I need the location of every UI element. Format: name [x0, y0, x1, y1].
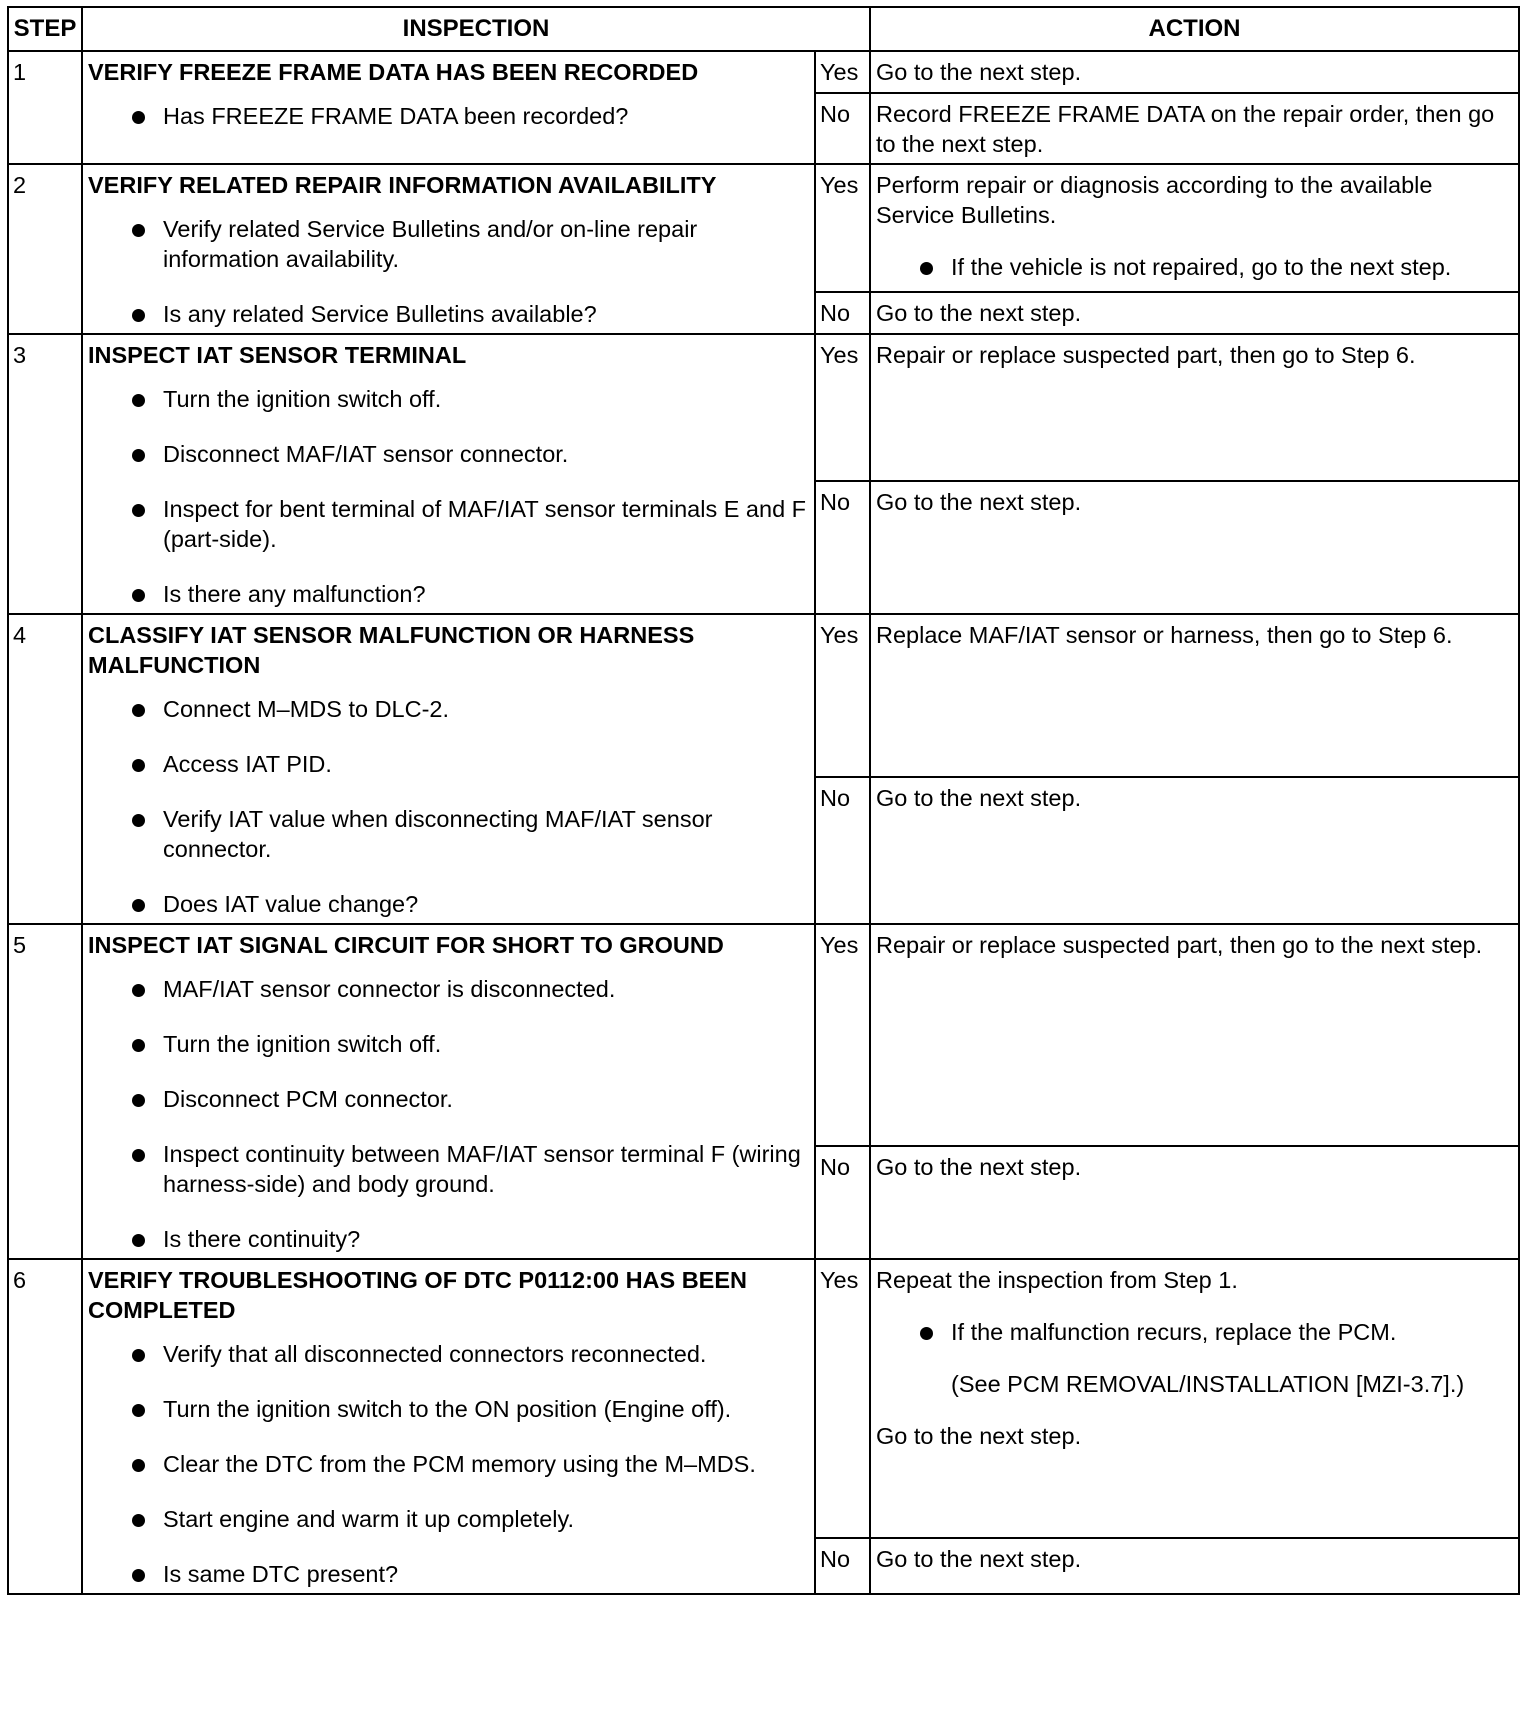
step-4-yes-row: [8, 614, 1519, 777]
inspection-item: Is same DTC present?: [88, 1559, 809, 1589]
no-action: Go to the next step.: [870, 1538, 1519, 1594]
header-inspection: INSPECTION: [82, 7, 870, 51]
inspection-item: Clear the DTC from the PCM memory using the M–MDS.: [88, 1449, 809, 1479]
inspection-item: Start engine and warm it up completely.: [88, 1504, 809, 1534]
inspection-list: [88, 101, 809, 131]
step-number: 3: [8, 334, 82, 614]
step-number: 6: [8, 1259, 82, 1594]
inspection-list: [88, 694, 809, 919]
step-title: CLASSIFY IAT SENSOR MALFUNCTION OR HARNESS MALFUNCTION: [88, 622, 695, 678]
header-step: STEP: [8, 7, 82, 51]
yes-action: Go to the next step.: [870, 51, 1519, 93]
step-number: 5: [8, 924, 82, 1259]
no-action: Go to the next step.: [870, 1146, 1519, 1259]
step-number: 2: [8, 164, 82, 334]
inspection-list: [88, 214, 809, 329]
yes-action: Replace MAF/IAT sensor or harness, then go to Step 6.: [870, 614, 1519, 777]
no-label: No: [815, 1538, 870, 1594]
inspection-list: [88, 974, 809, 1254]
inspection-item: Is any related Service Bulletins available?: [88, 299, 809, 329]
action-list: [876, 1317, 1513, 1347]
inspection-item: Connect M–MDS to DLC-2.: [88, 694, 809, 724]
inspection-item: Inspect continuity between MAF/IAT sensor terminal F (wiring harness-side) and body ground.: [88, 1139, 809, 1199]
action-item: If the malfunction recurs, replace the PCM.: [876, 1317, 1513, 1347]
step-inspection: [82, 924, 815, 1259]
inspection-item: Verify IAT value when disconnecting MAF/IAT sensor connector.: [88, 804, 809, 864]
yes-action: [870, 1259, 1519, 1538]
no-action: Record FREEZE FRAME DATA on the repair order, then go to the next step.: [870, 93, 1519, 164]
step-title: INSPECT IAT SENSOR TERMINAL: [88, 342, 467, 368]
inspection-item: Turn the ignition switch off.: [88, 384, 809, 414]
step-inspection: [82, 614, 815, 924]
step-number: 1: [8, 51, 82, 164]
action-note: (See PCM REMOVAL/INSTALLATION [MZI-3.7].): [951, 1371, 1465, 1397]
step-number: 4: [8, 614, 82, 924]
step-3-yes-row: [8, 334, 1519, 481]
diagnostic-table: [7, 6, 1520, 1595]
yes-action: [870, 164, 1519, 292]
inspection-item: Verify related Service Bulletins and/or on-line repair information availability.: [88, 214, 809, 274]
inspection-list: [88, 1339, 809, 1589]
no-action: Go to the next step.: [870, 292, 1519, 334]
no-label: No: [815, 777, 870, 924]
inspection-item: Does IAT value change?: [88, 889, 809, 919]
inspection-item: Turn the ignition switch to the ON position (Engine off).: [88, 1394, 809, 1424]
yes-action-text: Repeat the inspection from Step 1.: [876, 1267, 1238, 1293]
inspection-item: Disconnect MAF/IAT sensor connector.: [88, 439, 809, 469]
yes-label: Yes: [815, 1259, 870, 1538]
yes-label: Yes: [815, 614, 870, 777]
no-action: Go to the next step.: [870, 777, 1519, 924]
no-label: No: [815, 93, 870, 164]
inspection-item: Verify that all disconnected connectors reconnected.: [88, 1339, 809, 1369]
step-inspection: [82, 51, 815, 164]
inspection-item: Turn the ignition switch off.: [88, 1029, 809, 1059]
inspection-list: [88, 384, 809, 609]
inspection-item: MAF/IAT sensor connector is disconnected.: [88, 974, 809, 1004]
action-list: [876, 252, 1513, 282]
step-inspection: [82, 1259, 815, 1594]
inspection-item: Is there continuity?: [88, 1224, 809, 1254]
yes-label: Yes: [815, 334, 870, 481]
action-item: If the vehicle is not repaired, go to the next step.: [876, 252, 1513, 282]
inspection-item: Access IAT PID.: [88, 749, 809, 779]
yes-label: Yes: [815, 924, 870, 1146]
step-5-yes-row: [8, 924, 1519, 1146]
action-followup: Go to the next step.: [876, 1423, 1082, 1449]
inspection-item: Has FREEZE FRAME DATA been recorded?: [88, 101, 809, 131]
step-title: VERIFY FREEZE FRAME DATA HAS BEEN RECORDED: [88, 59, 699, 85]
header-row: [8, 7, 1519, 51]
no-action: Go to the next step.: [870, 481, 1519, 614]
step-6-yes-row: [8, 1259, 1519, 1538]
step-title: VERIFY TROUBLESHOOTING OF DTC P0112:00 HAS BEEN COMPLETED: [88, 1267, 747, 1323]
header-action: ACTION: [870, 7, 1519, 51]
step-title: INSPECT IAT SIGNAL CIRCUIT FOR SHORT TO GROUND: [88, 932, 724, 958]
yes-label: Yes: [815, 164, 870, 292]
step-title: VERIFY RELATED REPAIR INFORMATION AVAILABILITY: [88, 172, 717, 198]
step-1-yes-row: [8, 51, 1519, 93]
inspection-item: Inspect for bent terminal of MAF/IAT sensor terminals E and F (part-side).: [88, 494, 809, 554]
inspection-item: Is there any malfunction?: [88, 579, 809, 609]
inspection-item: Disconnect PCM connector.: [88, 1084, 809, 1114]
yes-label: Yes: [815, 51, 870, 93]
yes-action: Repair or replace suspected part, then go to the next step.: [870, 924, 1519, 1146]
yes-action: Repair or replace suspected part, then go to Step 6.: [870, 334, 1519, 481]
no-label: No: [815, 1146, 870, 1259]
step-inspection: [82, 334, 815, 614]
step-inspection: [82, 164, 815, 334]
yes-action-text: Perform repair or diagnosis according to the available Service Bulletins.: [876, 172, 1433, 228]
no-label: No: [815, 292, 870, 334]
no-label: No: [815, 481, 870, 614]
step-2-yes-row: [8, 164, 1519, 292]
